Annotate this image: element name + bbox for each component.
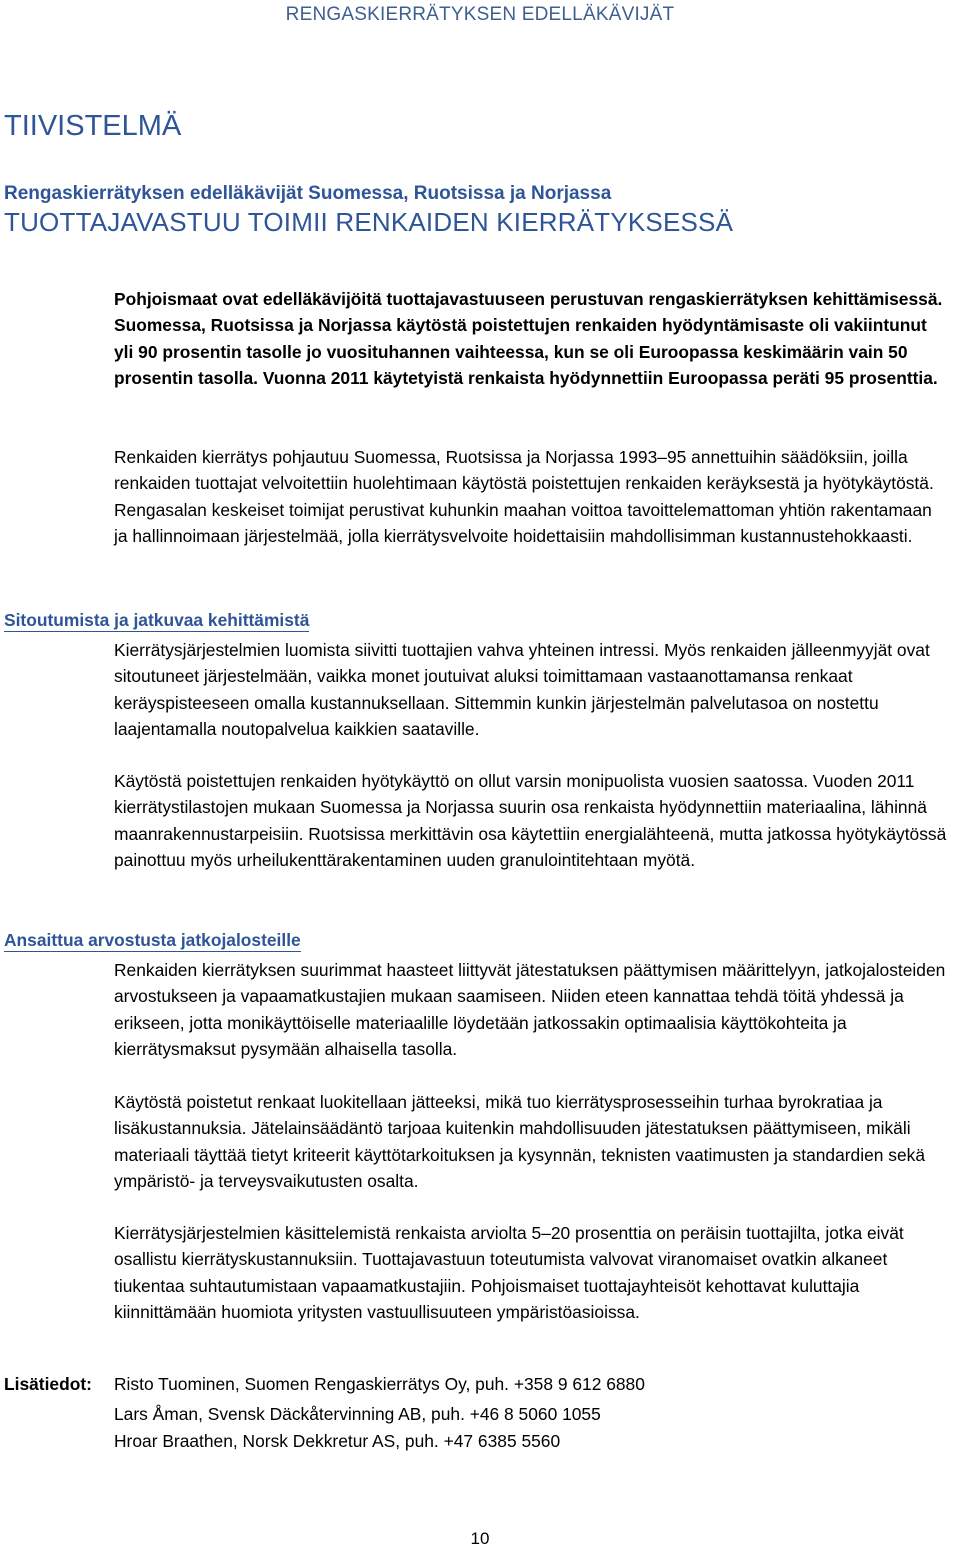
body-paragraph: Renkaiden kierrätyksen suurimmat haasteet liittyvät jätestatuksen päättymisen määrittelyyn, jatkojalosteiden arvostukseen ja vapaamatkustajien mukaan saamiseen. Niiden eteen kannattaa tehdä töitä yhdessä ja erikseen, jotta monikäyttöiselle materiaalille löydetään jatkossakin optimaalisia käyttökohteita ja kierrätysmaksut pysymään alhaisella tasolla. [114,960,946,1060]
contact-line: Lars Åman, Svensk Däckåtervinning AB, puh. +46 8 5060 1055 [114,1404,601,1424]
lead-paragraph: Pohjoismaat ovat edelläkävijöitä tuottajavastuuseen perustuvan rengaskierrätyksen kehittämisessä. Suomessa, Ruotsissa ja Norjassa käytöstä poistettujen renkaiden hyödyntämisaste oli vakiintunut yli 90 prosentin tasolle jo vuosituhannen vaihteessa, kun se oli Euroopassa keskimäärin vain 50 prosentin tasolla. Vuonna 2011 käytetyistä renkaista hyödynnettiin Euroopassa peräti 95 prosenttia. [114,289,943,389]
subtitle: Rengaskierrätyksen edelläkävijät Suomessa, Ruotsissa ja Norjassa [4,183,612,204]
running-header: RENGASKIERRÄTYKSEN EDELLÄKÄVIJÄT [285,4,675,25]
section-heading-commitment: Sitoutumista ja jatkuvaa kehittämistä [4,610,310,630]
contact-line: Hroar Braathen, Norsk Dekkretur AS, puh. +47 6385 5560 [114,1431,561,1451]
contacts-label: Lisätiedot: [4,1374,92,1394]
body-paragraph: Käytöstä poistettujen renkaiden hyötykäyttö on ollut varsin monipuolista vuosien saatossa. Vuoden 2011 kierrätystilastojen mukaan Suomessa ja Norjassa suurin osa renkaista hyödynnettiin materiaalina, lähinnä maanrakennustarpeisiin. Ruotsissa merkittävin osa käytettiin energialähteenä, mutta jatkossa hyötykäytössä painottuu myös urheilukenttärakentaminen uuden granulointitehtaan myötä. [114,771,947,871]
contact-line: Risto Tuominen, Suomen Rengaskierrätys Oy, puh. +358 9 612 6880 [114,1374,645,1394]
main-title: TUOTTAJAVASTUU TOIMII RENKAIDEN KIERRÄTYKSESSÄ [4,207,734,237]
intro-paragraph: Renkaiden kierrätys pohjautuu Suomessa, Ruotsissa ja Norjassa 1993–95 annettuihin säädöksiin, joilla renkaiden tuottajat velvoitettiin huolehtimaan käytöstä poistettujen renkaiden keräyksestä ja hyötykäytöstä. Rengasalan keskeiset toimijat perustivat kuhunkin maahan voittoa tavoittelemattoman yhtiön rakentamaan ja hallinnoimaan järjestelmää, jolla kierrätysvelvoite hoidettaisiin mahdollisimman kustannustehokkaasti. [114,447,934,547]
body-paragraph: Kierrätysjärjestelmien luomista siivitti tuottajien vahva yhteinen intressi. Myös renkaiden jälleenmyyjät ovat sitoutuneet järjestelmään, vaikka monet joutuivat aluksi toimittamaan vastaanottamansa renkaat keräyspisteeseen omalla kustannuksellaan. Sittemmin kunkin järjestelmän palvelutasoa on nostettu laajentamalla noutopalvelua kaikkien saataville. [114,640,930,740]
section-title: TIIVISTELMÄ [4,110,182,142]
page-number: 10 [470,1529,490,1548]
section-heading-appreciation: Ansaittua arvostusta jatkojalosteille [4,930,301,950]
body-paragraph: Käytöstä poistetut renkaat luokitellaan jätteeksi, mikä tuo kierrätysprosesseihin turhaa byrokratiaa ja lisäkustannuksia. Jätelainsäädäntö tarjoaa kuitenkin mahdollisuuden jätestatuksen päättymiseen, mikäli materiaali täyttää tietyt kriteerit käyttötarkoituksen ja kysynnän, teknisten vaatimusten ja standardien sekä ympäristö- ja terveysvaikutusten osalta. [114,1092,925,1192]
body-paragraph: Kierrätysjärjestelmien käsittelemistä renkaista arviolta 5–20 prosenttia on peräisin tuottajilta, jotka eivät osallistu kierrätyskustannuksiin. Tuottajavastuun toteutumista valvovat viranomaiset ovatkin alkaneet tiukentaa suhtautumistaan vapaamatkustajiin. Pohjoismaiset tuottajayhteisöt kehottavat kuluttajia kiinnittämään huomiota yritysten vastuullisuuteen ympäristöasioissa. [114,1223,904,1323]
